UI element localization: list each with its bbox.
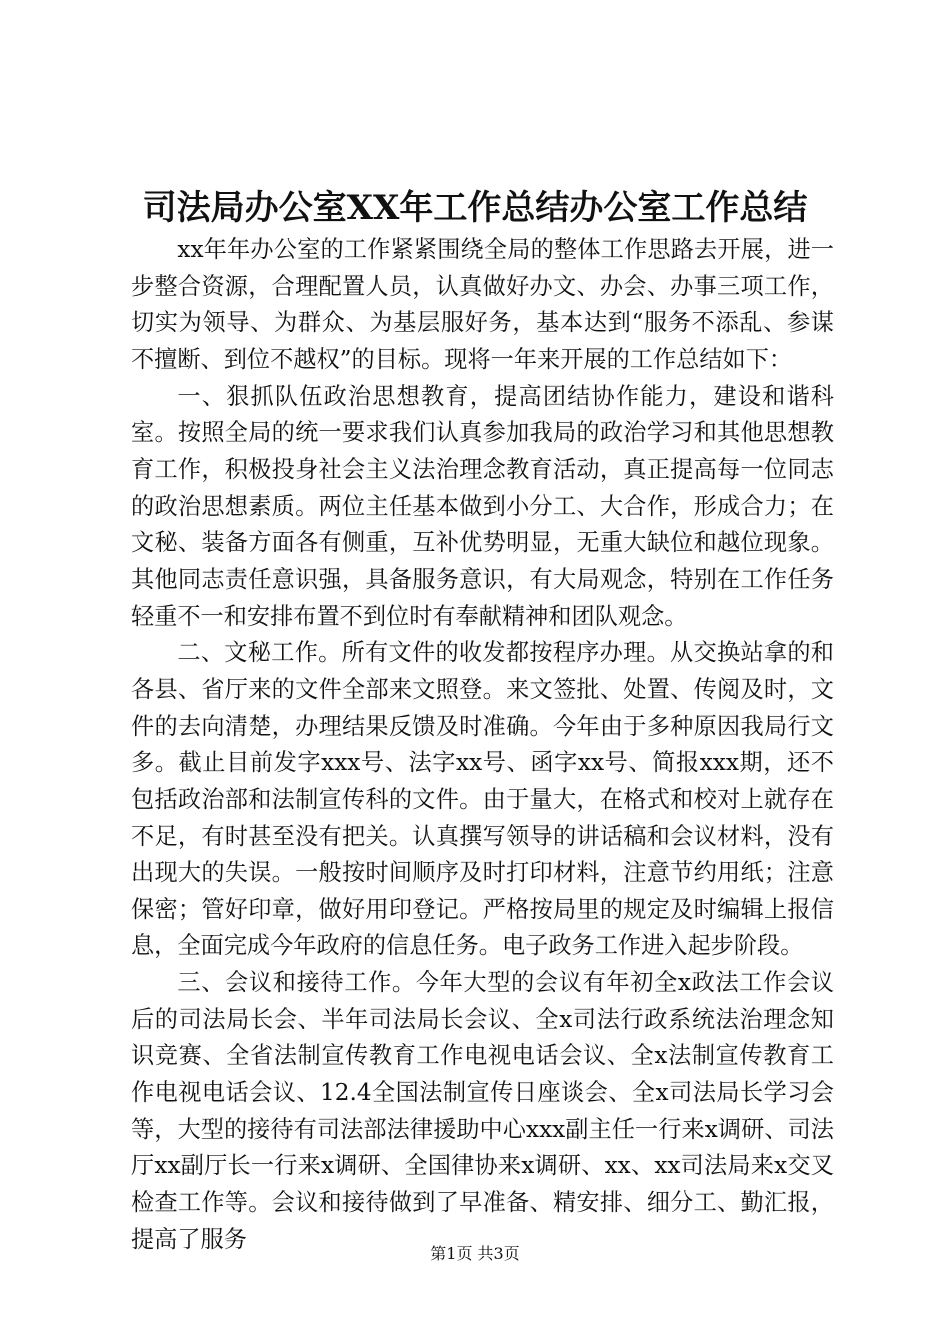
- paragraph-section-1: 一、狠抓队伍政治思想教育，提高团结协作能力，建设和谐科室。按照全局的统一要求我们认真参加我局的政治学习和其他思想教育工作，积极投身社会主义法治理念教育活动，真正提高每一位同志的政治思想素质。两位主任基本做到小分工、大合作，形成合力；在文秘、装备方面各有侧重，互补优势明显，无重大缺位和越位现象。其他同志责任意识强，具备服务意识，有大局观念，特别在工作任务轻重不一和安排布置不到位时有奉献精神和团队观念。: [131, 382, 834, 630]
- paragraph-section-2: 二、文秘工作。所有文件的收发都按程序办理。从交换站拿的和各县、省厅来的文件全部来文照登。来文签批、处置、传阅及时，文件的去向清楚，办理结果反馈及时准确。今年由于多种原因我局行文多。截止目前发字xxx号、法字xx号、函字xx号、简报xxx期，还不包括政治部和法制宣传科的文件。由于量大，在格式和校对上就存在不足，有时甚至没有把关。认真撰写领导的讲话稿和会议材料，没有出现大的失误。一般按时间顺序及时打印材料，注意节约用纸；注意保密；管好印章，做好用印登记。严格按局里的规定及时编辑上报信息，全面完成今年政府的信息任务。电子政务工作进入起步阶段。: [131, 639, 834, 960]
- document-body: [131, 232, 834, 1258]
- paragraph-section-3: 三、会议和接待工作。今年大型的会议有年初全x政法工作会议后的司法局长会、半年司法局长会议、全x司法行政系统法治理念知识竞赛、全省法制宣传教育工作电视电话会议、全x法制宣传教育工作电视电话会议、12.4全国法制宣传日座谈会、全x司法局长学习会等，大型的接待有司法部法律援助中心xxx副主任一行来x调研、司法厅xx副厅长一行来x调研、全国律协来x调研、xx、xx司法局来x交叉检查工作等。会议和接待做到了早准备、精安排、细分工、勤汇报，提高了服务: [131, 969, 834, 1253]
- page-number-footer: 第1页 共3页: [430, 1244, 520, 1263]
- document-title: 司法局办公室XX年工作总结办公室工作总结: [142, 188, 808, 228]
- paragraph-intro: xx年年办公室的工作紧紧围绕全局的整体工作思路去开展，进一步整合资源，合理配置人员，认真做好办文、办会、办事三项工作，切实为领导、为群众、为基层服好务，基本达到“服务不添乱、参谋不擅断、到位不越权”的目标。现将一年来开展的工作总结如下：: [131, 236, 834, 373]
